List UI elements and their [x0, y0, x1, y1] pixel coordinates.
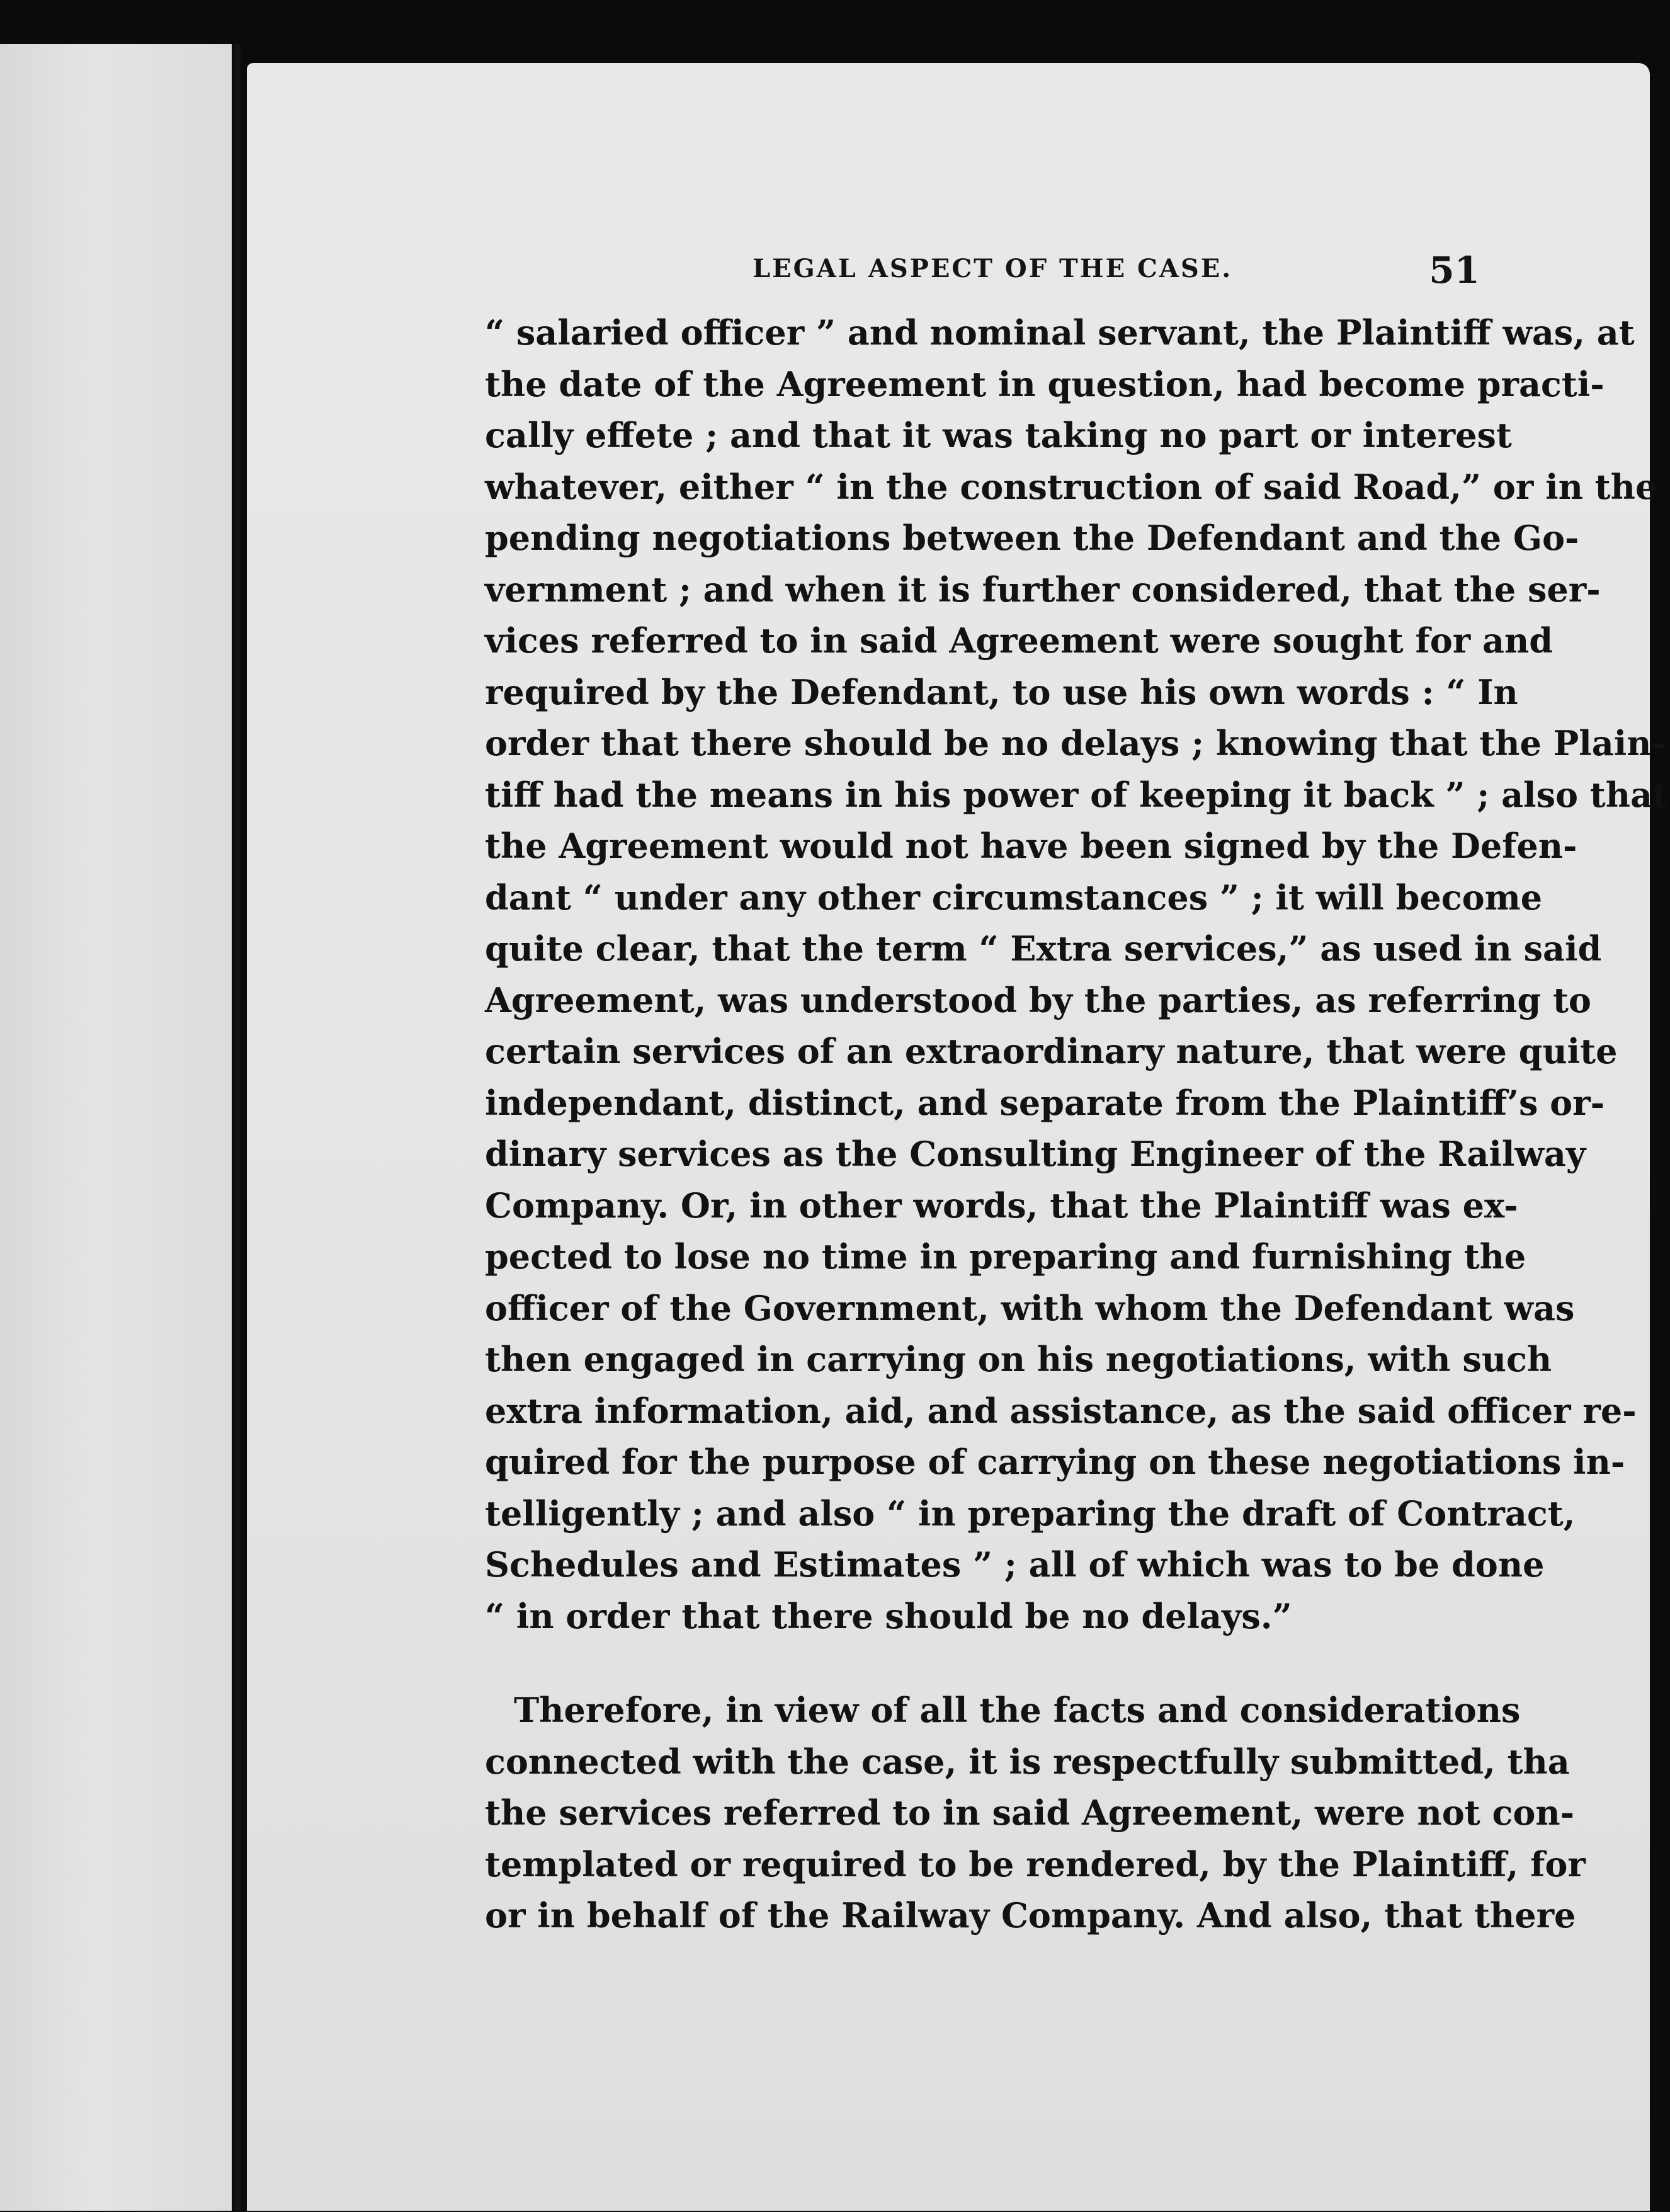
paragraph-2 [485, 1685, 1586, 1942]
text-line: quite clear, that the term “ Extra services,” as used in said [485, 928, 1602, 969]
text-line: “ salaried officer ” and nominal servant, the Plaintiff was, at [485, 312, 1635, 353]
text-line: officer of the Government, with whom the Defendant was [485, 1287, 1575, 1328]
text-line: the date of the Agreement in question, had become practi- [485, 363, 1605, 404]
page-number: 51 [1429, 249, 1480, 292]
text-line: connected with the case, it is respectfully submitted, tha [485, 1741, 1570, 1782]
paragraph-1 [485, 307, 1668, 1642]
text-line: telligently ; and also “ in preparing the draft of Contract, [485, 1493, 1576, 1534]
text-line: required by the Defendant, to use his own words : “ In [485, 671, 1518, 712]
text-line: order that there should be no delays ; knowing that the Plain- [485, 723, 1666, 763]
text-line: quired for the purpose of carrying on these negotiations in- [485, 1442, 1625, 1482]
text-line: templated or required to be rendered, by the Plaintiff, for [485, 1844, 1586, 1884]
running-head: LEGAL ASPECT OF THE CASE. [753, 254, 1233, 283]
text-line: whatever, either “ in the construction of said Road,” or in the [485, 466, 1657, 507]
text-line: Therefore, in view of all the facts and considerations [514, 1690, 1521, 1730]
text-line: the Agreement would not have been signed by the Defen- [485, 826, 1577, 866]
text-line: Agreement, was understood by the parties, as referring to [485, 979, 1591, 1020]
text-line: pected to lose no time in preparing and furnishing the [485, 1236, 1526, 1277]
text-line: tiff had the means in his power of keeping it back ” ; also that [485, 774, 1668, 815]
text-line: pending negotiations between the Defendant and the Go- [485, 518, 1579, 558]
text-line: dant “ under any other circumstances ” ; it will become [485, 877, 1543, 918]
text-line: vices referred to in said Agreement were sought for and [485, 620, 1554, 661]
text-line: then engaged in carrying on his negotiations, with such [485, 1339, 1552, 1379]
text-line: extra information, aid, and assistance, as the said officer re- [485, 1390, 1637, 1431]
text-line: cally effete ; and that it was taking no part or interest [485, 415, 1512, 455]
text-line: vernment ; and when it is further considered, that the ser- [485, 569, 1601, 610]
text-line: the services referred to in said Agreement, were not con- [485, 1793, 1575, 1833]
paragraph-gap [485, 1642, 1480, 1685]
text-line: “ in order that there should be no delays.” [485, 1595, 1292, 1636]
text-line: dinary services as the Consulting Engineer of the Railway [485, 1134, 1586, 1174]
text-line: or in behalf of the Railway Company. And also, that there [485, 1895, 1576, 1936]
text-line: Schedules and Estimates ” ; all of which was to be done [485, 1544, 1545, 1585]
text-line: Company. Or, in other words, that the Plaintiff was ex- [485, 1185, 1518, 1226]
gutter-fold [234, 44, 241, 2211]
body-text [485, 307, 1668, 1942]
facing-page-edge [0, 44, 232, 2211]
text-line: certain services of an extraordinary nature, that were quite [485, 1031, 1618, 1071]
text-line: independant, distinct, and separate from the Plaintiff’s or- [485, 1082, 1605, 1123]
